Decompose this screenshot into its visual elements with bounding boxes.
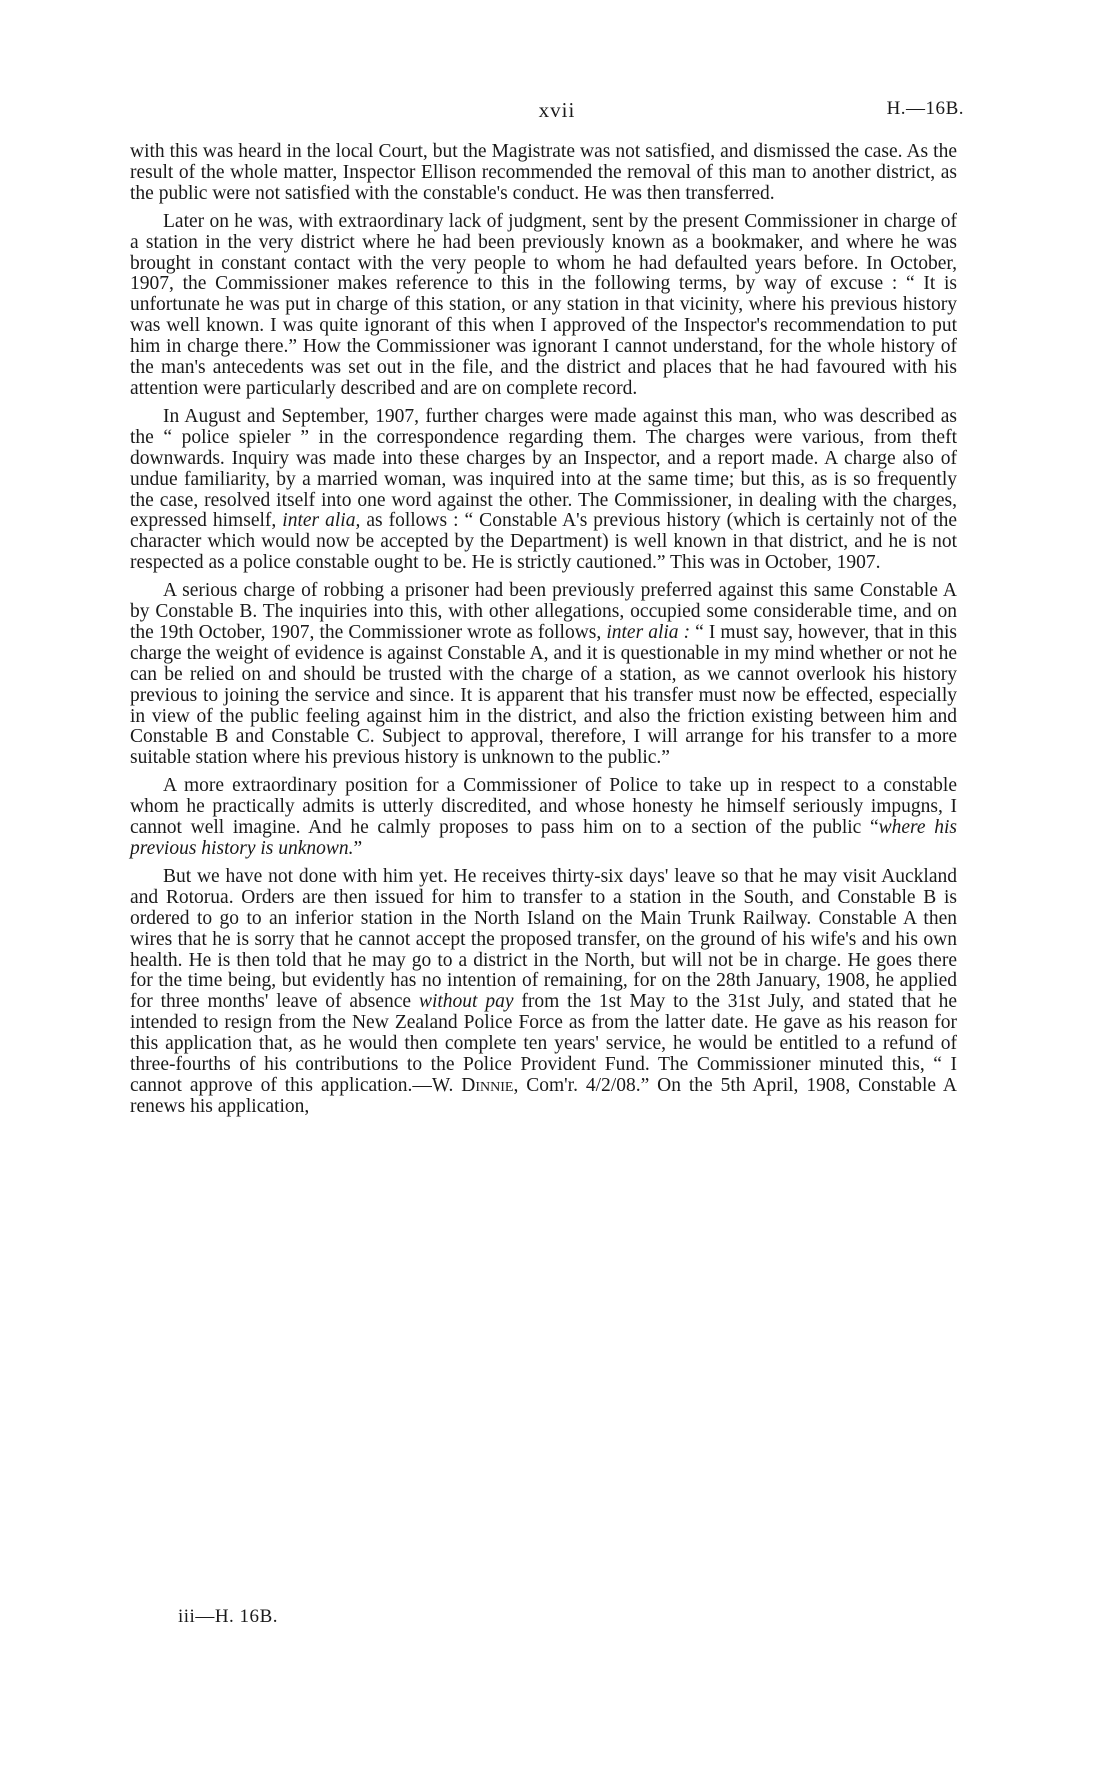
- paragraph-3-text-b: as follows : “ Constable A's previous history (which is certainly not of the character which would now be accepted by the Department) is well known in that district, and he is not respected as a police constable ought to be. He is strictly cautioned.” This was in October, 1907.: [130, 510, 958, 574]
- signature-main: iii—H. 16: [178, 1606, 260, 1627]
- paragraph-4-text-b: “ I must say, however, that in this charge the weight of evidence is against Constable A, and it is questionable in my mind whether or not he can be relied on and should be trusted with the charge of a station, as we cannot overlook his history previous to joining the service and since. It is apparent that his transfer must now be effected, especially in view of the public feeling against him in the district, and also the friction existing between him and Constable B and Constable C. Subject to approval, therefore, I will arrange for his transfer to a more suitable station where his previous history is unknown to the public.”: [130, 621, 958, 769]
- paragraph-5-text-b: ”: [353, 838, 363, 859]
- signatory-name: Dinnie: [461, 1074, 514, 1096]
- paragraph-5-italic: where his previous history is unknown.: [130, 817, 957, 859]
- paragraph-3-text-a: In August and September, 1907, further charges were made against this man, who was described as the “ police spieler ” in the correspondence regarding them. The charges were various, from theft downwards. Inquiry was made into these charges by an Inspector, and a report made. A charge also of undue familiarity, by a married woman, was inquired into at the same time; but this, as is so frequently the case, resolved itself into one word against the other. The Commissioner, in dealing with the charges, expressed himself,: [130, 405, 957, 532]
- paper-reference-main: H.—16: [886, 98, 946, 119]
- signature-line: [178, 1606, 278, 1628]
- paragraph-6-text-a: But we have not done with him yet. He receives thirty-six days' leave so that he may visit Auckland and Rotorua. Orders are then issued for him to transfer to a station in the South, and Constable B is ordered to go to an inferior station in the North Island on the Main Trunk Railway. Constable A then wires that he is sorry that he cannot accept the proposed transfer, on the ground of his wife's and his own health. He is then told that he may go to a district in the North, but will not be in charge. He goes there for the time being, but evidently has no intention of remaining, for on the 28th January, 1908, he applied for three months' leave of absence: [130, 865, 957, 1013]
- paragraph-6-text-b: from the 1st May to the 31st July, and stated that he intended to resign from the New Zealand Police Force as from the latter date. He gave as his reason for this application that, as he would then complete ten years' service, he would be entitled to a refund of three-fourths of his contributions to the Police Provident Fund. The Commissioner minuted this, “ I cannot approve of this application.—W.: [130, 991, 958, 1096]
- signature-suffix: B.: [259, 1606, 278, 1627]
- body-text: [130, 142, 957, 1125]
- paragraph-4: [130, 581, 957, 769]
- paper-reference: [887, 98, 964, 120]
- page-header: [0, 98, 1114, 128]
- paragraph-6-text-c: , Com'r. 4/2/08.” On the 5th April, 1908, Constable A renews his application,: [130, 1074, 958, 1117]
- paragraph-4-italic: inter alia :: [606, 621, 691, 643]
- paragraph-6-italic: without pay: [418, 991, 514, 1013]
- paragraph-5: [130, 776, 957, 860]
- paragraph-6: [130, 867, 957, 1118]
- paper-reference-suffix: B.: [945, 98, 964, 119]
- paragraph-5-text-a: A more extraordinary position for a Commissioner of Police to take up in respect to a constable whom he practically admits is utterly discredited, and whose honesty he himself seriously impugns, I cannot well imagine. And he calmly proposes to pass him on to a section of the public “: [130, 775, 957, 839]
- page-number: xvii: [538, 98, 576, 122]
- paragraph-1: with this was heard in the local Court, but the Magistrate was not satisfied, and dismissed the case. As the result of the whole matter, Inspector Ellison recommended the removal of this man to another district, as the public were not satisfied with the constable's conduct. He was then transferred.: [130, 141, 957, 204]
- paragraph-4-text-a: A serious charge of robbing a prisoner had been previously preferred against this same Constable A by Constable B. The inquiries into this, with other allegations, occupied some considerable time, and on the 19th October, 1907, the Commissioner wrote as follows,: [130, 580, 957, 643]
- paragraph-3-italic: inter alia,: [282, 510, 361, 532]
- paragraph-3: [130, 407, 957, 574]
- paragraph-2: Later on he was, with extraordinary lack of judgment, sent by the present Commissioner in charge of a station in the very district where he had been previously known as a bookmaker, and where he was brought in constant contact with the very people to whom he had defaulted years before. In October, 1907, the Commissioner makes reference to this in the following terms, by way of excuse : “ It is unfortunate he was put in charge of this station, or any station in that vicinity, where his previous history was well known. I was quite ignorant of this when I approved of the Inspector's recommendation to put him in charge there.” How the Commissioner was ignorant I cannot understand, for the whole history of the man's antecedents was set out in the file, and the district and places that he had favoured with his attention were particularly described and are on complete record.: [130, 210, 957, 399]
